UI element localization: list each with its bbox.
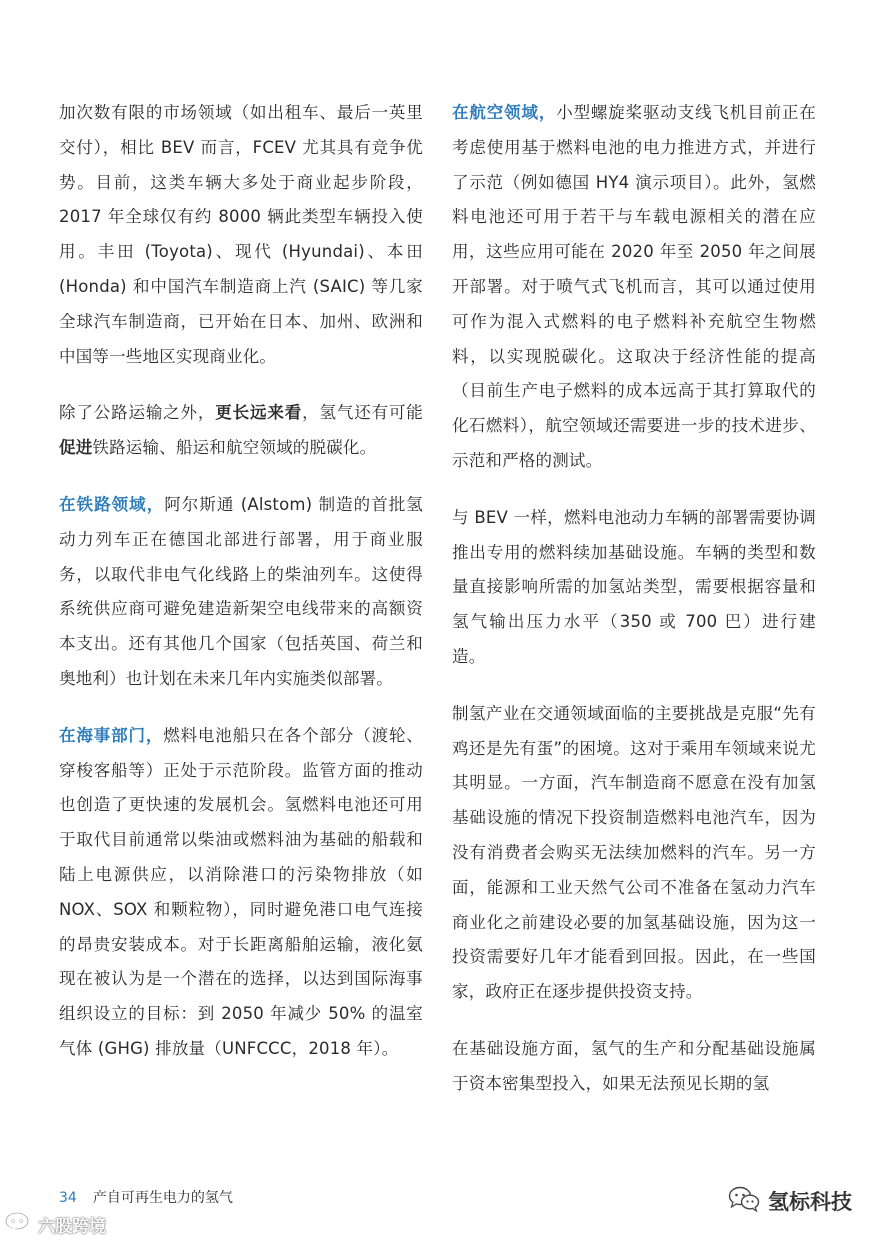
section-lead-maritime: 在海事部门， [59,725,164,745]
watermark-left [4,1211,106,1237]
chat-bubble-icon [4,1210,38,1239]
paragraph-text: 铁路运输、船运和航空领域的脱碳化。 [92,438,377,458]
wechat-icon [728,1186,768,1217]
watermark-left-text: 六股跨境 [38,1216,106,1237]
section-lead-aviation: 在航空领域， [452,103,557,122]
paragraph-refuelling [452,501,816,675]
emphasis-promote: 促进 [59,438,93,458]
paragraph-text: 燃料电池船只在各个部分（渡轮、穿梭客船等）正处于示范阶段。监管方面的推动也创造了更快速的发展机会。氢燃料电池还可用于取代目前通常以柴油或燃料油为基础的船载和陆上电源供应，以消除港口的污染物排放（如 NOX、SOX 和颗粒物），同时避免港口电气连接的昂贵安装成本。对于长距离船舶运输，液化氨现在被认为是一个潜在的选择，以达到国际海事组织设立的目标：到 2050 年减少 50% 的温室气体 (GHG) 排放量（UNFCCC，2018 年）。 [59,725,424,1058]
paragraph-text: 小型螺旋桨驱动支线飞机目前正在考虑使用基于燃料电池的电力推进方式，并进行了示范（例如德国 HY4 演示项目）。此外，氢燃料电池还可用于若干与车载电源相关的潜在应用，这些应用可能在 2020 年至 2050 年之间展开部署。对于喷气式飞机而言，其可以通过使用可作为混入式燃料的电子燃料补充航空生物燃料，以实现脱碳化。这取决于经济性能的提高（目前生产电子燃料的成本远高于其打算取代的化石燃料），航空领域还需要进一步的技术进步、示范和严格的测试。 [452,103,817,470]
section-lead-rail: 在铁路领域， [59,494,165,514]
watermark-right [728,1184,852,1218]
paragraph-text: 阿尔斯通 (Alstom) 制造的首批氢动力列车正在德国北部进行部署，用于商业服务，以取代非电气化线路上的柴油列车。这使得系统供应商可避免建造新架空电线带来的高额资本支出。还有其他几个国家（包括英国、荷兰和奥地利）也计划在未来几年内实施类似部署。 [59,494,423,688]
paragraph-market-advantage [59,96,423,374]
emphasis-long-term: 更长远来看 [215,403,303,423]
paragraph-text: ，氢气还有可能 [302,403,423,423]
footer-title: 产自可再生电力的氢气 [92,1190,233,1206]
page-footer [59,1187,233,1207]
paragraph-chicken-egg [452,697,816,1010]
paragraph-text: 与 BEV 一样，燃料电池动力车辆的部署需要协调推出专用的燃料续加基础设施。车辆的类型和数量直接影响所需的加氢站类型，需要根据容量和氢气输出压力水平（350 或 700 巴）进行建造。 [452,507,816,666]
right-column [452,96,816,1124]
paragraph-aviation [452,96,816,479]
page-number: 34 [59,1190,77,1206]
paragraph-infrastructure [452,1032,816,1102]
paragraph-other-sectors [59,396,423,466]
paragraph-text: 在基础设施方面，氢气的生产和分配基础设施属于资本密集型投入，如果无法预见长期的氢 [452,1038,816,1093]
paragraph-text: 加次数有限的市场领域（如出租车、最后一英里交付），相比 BEV 而言，FCEV 尤其具有竞争优势。目前，这类车辆大多处于商业起步阶段，2017 年全球仅有约 8000 辆此类型车辆投入使用。丰田 (Toyota)、现代 (Hyundai)、本田 (Honda) 和中国汽车制造商上汽 (SAIC) 等几家全球汽车制造商，已开始在日本、加州、欧洲和中国等一些地区实现商业化。 [59,103,423,366]
watermark-right-text: 氢标科技 [768,1190,852,1214]
paragraph-rail [59,488,423,697]
paragraph-maritime [59,719,423,1067]
paragraph-text: 制氢产业在交通领域面临的主要挑战是克服“先有鸡还是先有蛋”的困境。这对于乘用车领域来说尤其明显。一方面，汽车制造商不愿意在没有加氢基础设施的情况下投资制造燃料电池汽车，因为没有消费者会购买无法续加燃料的汽车。另一方面，能源和工业天然气公司不准备在氢动力汽车商业化之前建设必要的加氢基础设施，因为这一投资需要好几年才能看到回报。因此，在一些国家，政府正在逐步提供投资支持。 [452,703,816,1002]
paragraph-text: 除了公路运输之外， [59,403,216,423]
left-column [59,96,423,1089]
